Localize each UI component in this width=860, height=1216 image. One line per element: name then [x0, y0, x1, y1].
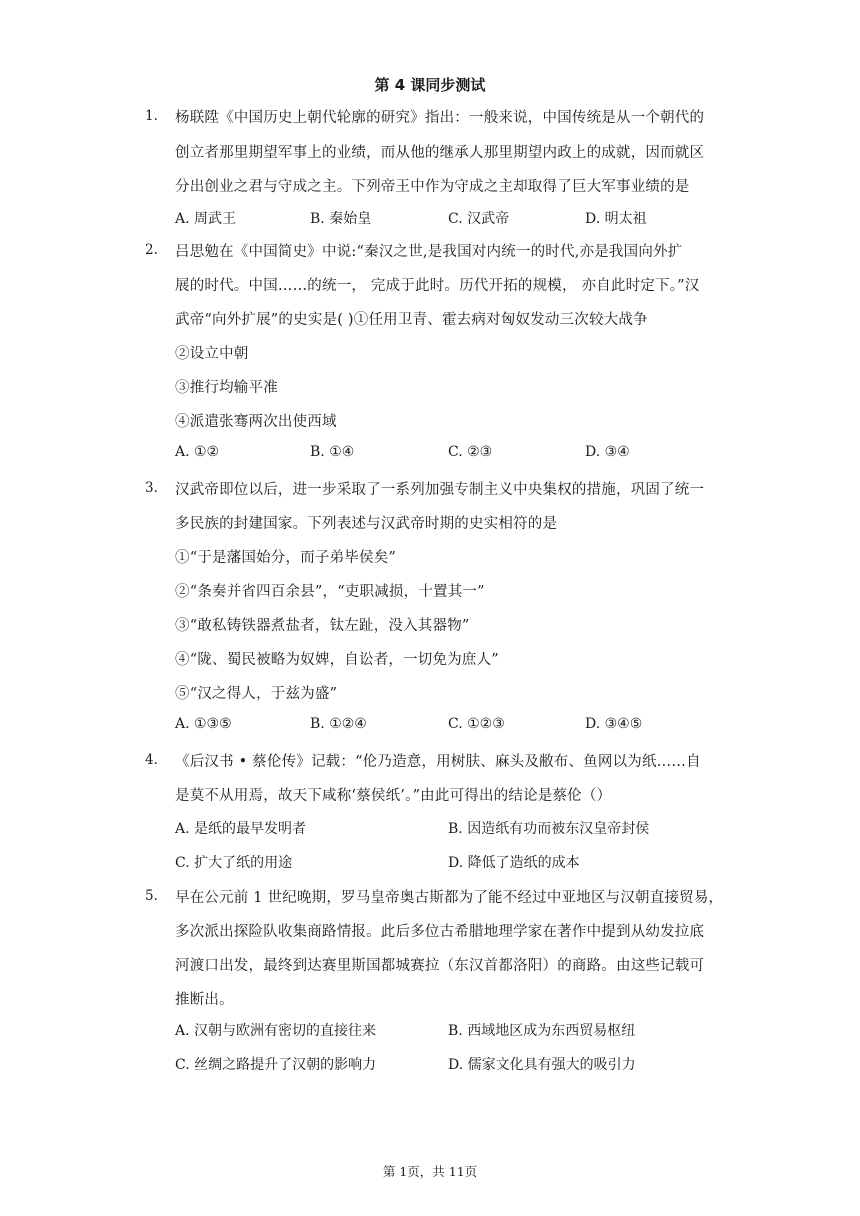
question-text-line: ③“敢私铸铁器煮盐者，钛左趾，没入其器物” — [175, 618, 470, 634]
question-text-line: ④派遣张骞两次出使西域 — [175, 414, 337, 430]
option-d: D. 明太祖 — [585, 211, 647, 227]
option-d: D. 儒家文化具有强大的吸引力 — [448, 1057, 636, 1073]
question-text-line: 创立者那里期望军事上的业绩，而从他的继承人那里期望内政上的成就，因而就区 — [175, 145, 705, 161]
option-a: A. 汉朝与欧洲有密切的直接往来 — [175, 1023, 377, 1039]
option-b: B. 西域地区成为东西贸易枢纽 — [448, 1023, 636, 1039]
question-text-line: ②“条奏并省四百余县”，“吏职减损，十置其一” — [175, 584, 485, 600]
question-number: 4. — [145, 752, 158, 768]
question-number: 3. — [145, 480, 158, 496]
question-text-line: 河渡口出发，最终到达赛里斯国都城赛拉（东汉首都洛阳）的商路。由这些记载可 — [175, 958, 705, 974]
question-number: 2. — [145, 242, 158, 258]
option-a: A. 周武王 — [175, 211, 237, 227]
question-text-line: ②设立中朝 — [175, 346, 249, 362]
question-text-line: 早在公元前 1 世纪晚期，罗马皇帝奥古斯都为了能不经过中亚地区与汉朝直接贸易， — [175, 890, 724, 906]
option-a: A. ①③⑤ — [175, 716, 232, 732]
option-c: C. 扩大了纸的用途 — [175, 855, 293, 871]
question-text-line: 分出创业之君与守成之主。下列帝王中作为守成之主却取得了巨大军事业绩的是 — [175, 179, 690, 195]
question-text-line: 杨联陞《中国历史上朝代轮廓的研究》指出：一般来说，中国传统是从一个朝代的 — [175, 110, 705, 126]
option-d: D. 降低了造纸的成本 — [448, 855, 580, 871]
option-d: D. ③④⑤ — [585, 716, 643, 732]
question-text-line: ⑤“汉之得人，于兹为盛” — [175, 686, 338, 702]
question-text-line: ①“于是藩国始分，而子弟毕侯矣” — [175, 550, 397, 566]
question-text-line: 展的时代。中国……的统一， 完成于此时。历代开拓的规模， 亦自此时定下。”汉 — [175, 278, 700, 294]
option-d: D. ③④ — [585, 444, 630, 460]
option-b: B. 因造纸有功而被东汉皇帝封侯 — [448, 821, 650, 837]
question-text-line: 推断出。 — [175, 992, 234, 1008]
question-text-line: ④“陇、蜀民被略为奴婢，自讼者，一切免为庶人” — [175, 652, 499, 668]
question-number: 5. — [145, 888, 158, 904]
question-text-line: 是莫不从用焉，故天下咸称‘蔡侯纸’。”由此可得出的结论是蔡伦（） — [175, 788, 612, 804]
option-b: B. 秦始皇 — [310, 211, 372, 227]
question-text-line: 《后汉书 • 蔡伦传》记载：“伦乃造意，用树肤、麻头及敝布、鱼网以为纸……自 — [175, 754, 701, 770]
question-text-line: 多次派出探险队收集商路情报。此后多位古希腊地理学家在著作中提到从幼发拉底 — [175, 924, 705, 940]
page-title: 第 4 课同步测试 — [374, 76, 486, 94]
option-c: C. ②③ — [448, 444, 493, 460]
option-c: C. 丝绸之路提升了汉朝的影响力 — [175, 1057, 377, 1073]
question-text-line: 多民族的封建国家。下列表述与汉武帝时期的史实相符的是 — [175, 516, 558, 532]
option-b: B. ①②④ — [310, 716, 367, 732]
option-a: A. ①② — [175, 444, 220, 460]
question-text-line: 汉武帝即位以后，进一步采取了一系列加强专制主义中央集权的措施，巩固了统一 — [175, 482, 705, 498]
question-text-line: 武帝“向外扩展”的史实是( )①任用卫青、霍去病对匈奴发动三次较大战争 — [175, 312, 648, 328]
question-number: 1. — [145, 108, 158, 124]
option-c: C. ①②③ — [448, 716, 505, 732]
question-text-line: 吕思勉在《中国简史》中说:“秦汉之世,是我国对内统一的时代,亦是我国向外扩 — [175, 244, 683, 260]
option-b: B. ①④ — [310, 444, 355, 460]
option-a: A. 是纸的最早发明者 — [175, 821, 307, 837]
page-footer: 第 1页，共 11页 — [382, 1164, 478, 1179]
question-text-line: ③推行均输平准 — [175, 380, 278, 396]
option-c: C. 汉武帝 — [448, 211, 510, 227]
